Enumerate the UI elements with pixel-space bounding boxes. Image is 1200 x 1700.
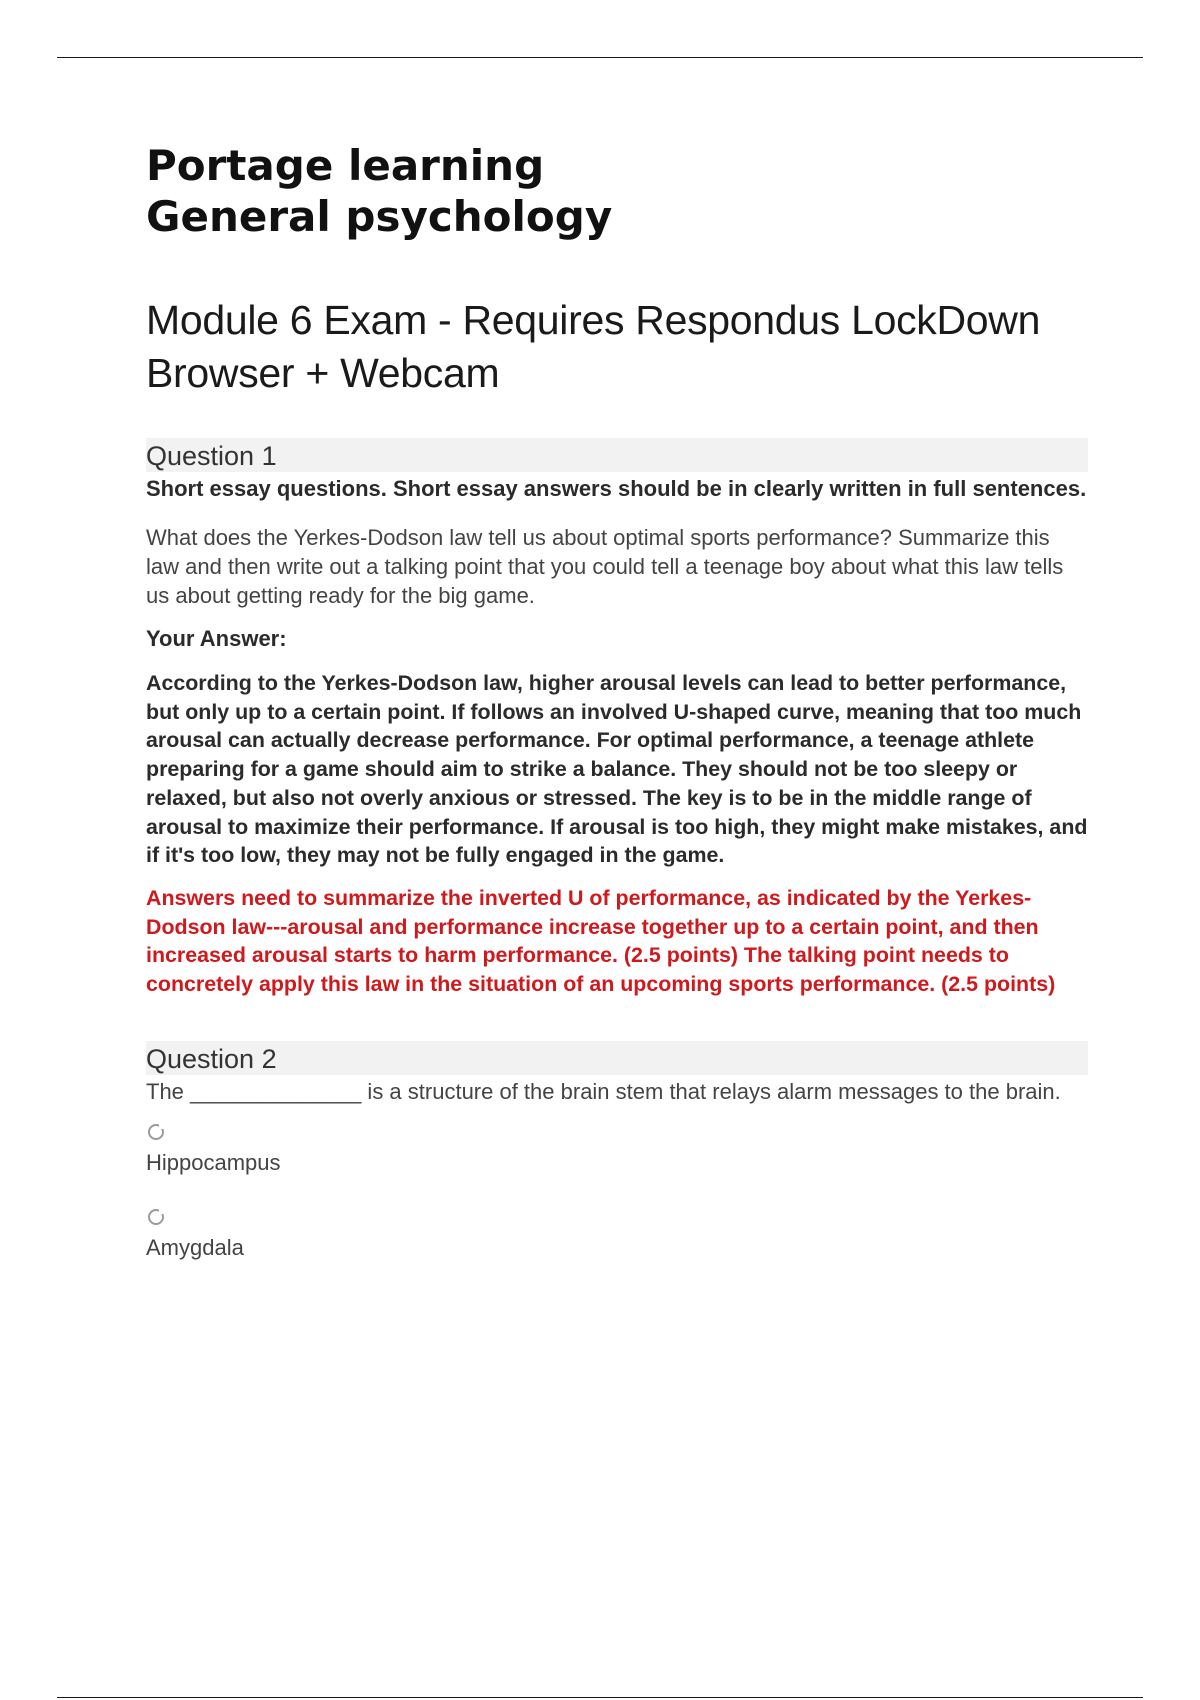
question-1-header: Question 1 (146, 438, 1088, 472)
bottom-rule (57, 1697, 1143, 1698)
title-line-1: Portage learning (146, 141, 545, 190)
document-content (146, 140, 1088, 1262)
question-1-answer: According to the Yerkes-Dodson law, higher arousal levels can lead to better performance, but only up to a certain point. If follows an involved U-shaped curve, meaning that too much arousal can actually decrease performance. For optimal performance, a teenage athlete preparing for a game should aim to strike a balance. They should not be too sleepy or relaxed, but also not overly anxious or stressed. The key is to be in the middle range of arousal to maximize their performance. If arousal is too high, they might make mistakes, and if it's too low, they may not be fully engaged in the game. (146, 671, 1088, 868)
question-1 (146, 438, 1088, 999)
option-label: Amygdala (146, 1234, 244, 1260)
your-answer-label: Your Answer: (146, 626, 287, 651)
question-1-instructions: Short essay questions. Short essay answers should be in clearly written in full sentences. (146, 476, 1087, 501)
question-2-prompt: The ______________ is a structure of the brain stem that relays alarm messages to the brain. (146, 1078, 1061, 1104)
option-label: Hippocampus (146, 1149, 281, 1175)
title-line-2: General psychology (146, 192, 613, 241)
option-amygdala[interactable] (146, 1209, 1088, 1262)
question-2-header: Question 2 (146, 1041, 1088, 1075)
radio-button-icon[interactable] (148, 1209, 164, 1225)
question-1-feedback: Answers need to summarize the inverted U of performance, as indicated by the Yerkes-Dodson law---arousal and performance increase together up to a certain point, and then increased arousal starts to harm performance. (2.5 points) The talking point needs to concretely apply this law in the situation of an upcoming sports performance. (2.5 points) (146, 885, 1056, 997)
question-1-prompt: What does the Yerkes-Dodson law tell us about optimal sports performance? Summarize this law and then write out a talking point that you could tell a teenage boy about what this law tells us about getting ready for the big game. (146, 525, 1064, 608)
top-rule (57, 57, 1143, 58)
question-2 (146, 1041, 1088, 1262)
exam-title: Module 6 Exam - Requires Respondus LockDown Browser + Webcam (146, 297, 1041, 396)
option-hippocampus[interactable] (146, 1124, 1088, 1177)
document-title (146, 140, 1088, 242)
radio-button-icon[interactable] (148, 1124, 164, 1140)
